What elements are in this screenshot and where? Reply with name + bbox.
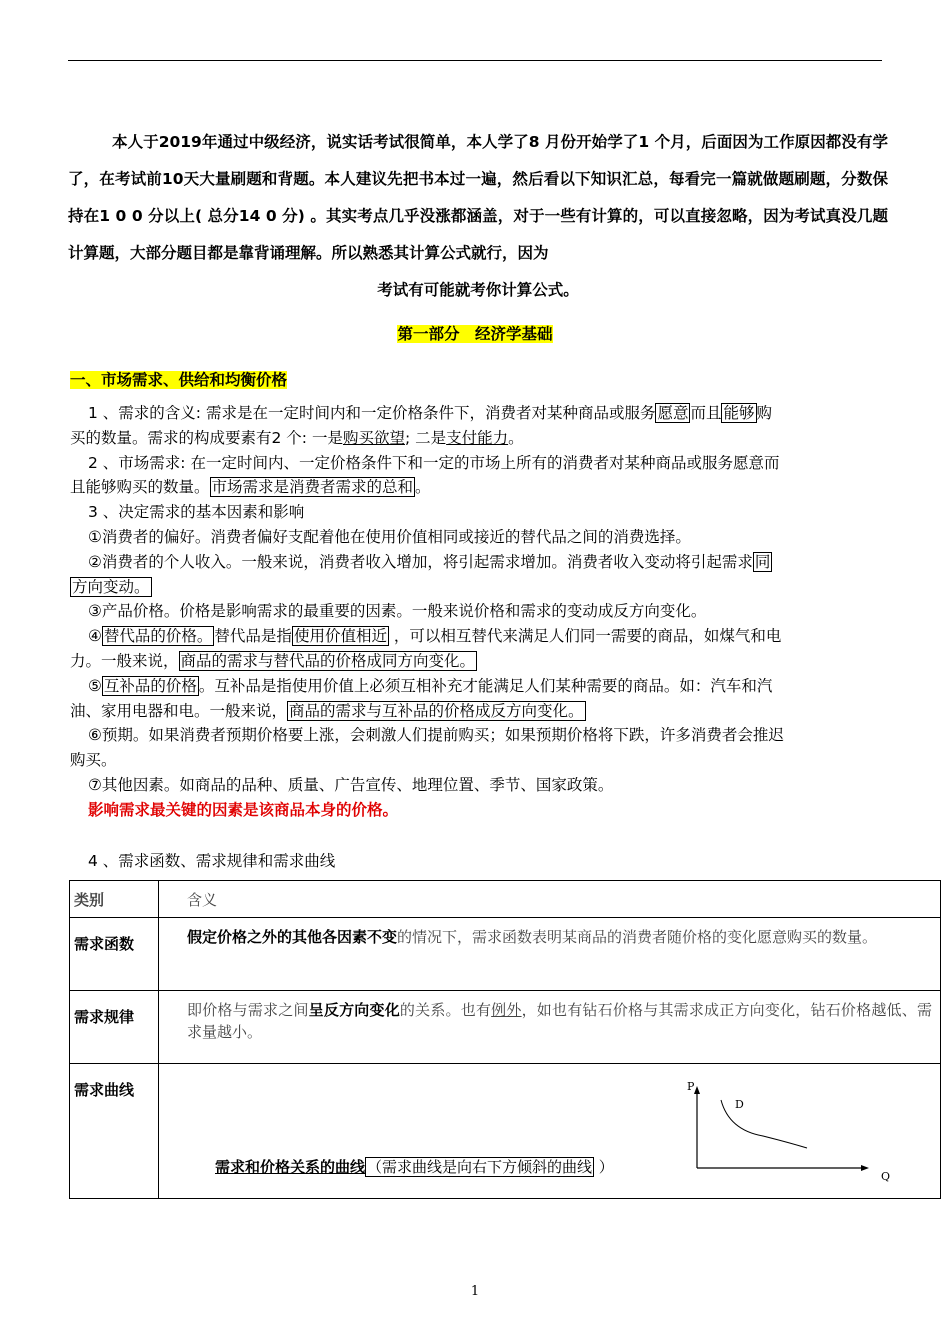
axis-p-label: P (687, 1080, 695, 1093)
factor-income-cont: 方向变动。 (72, 577, 150, 596)
header-category: 类别 (70, 881, 159, 918)
intro-paragraph-end: 考试有可能就考你计算公式。 (377, 281, 579, 299)
factor-substitute-cont: 力。一般来说， 商品的需求与替代品的价格成同方向变化。 (70, 651, 476, 670)
section-body (70, 401, 882, 823)
row-content: 假定价格之外的其他各因素不变的情况下，需求函数表明某商品的消费者随价格的变化愿意购买的数量。 (159, 918, 941, 991)
factor-substitute: ④ 替代品的价格。 替代品是指 使用价值相近 ，可以相互替代来满足人们同一需要的商品，如煤气和电 (88, 627, 782, 646)
factor-price: ③产品价格。价格是影响需求的最重要的因素。一般来说价格和需求的变动成反方向变化。 (88, 602, 707, 621)
table-row (70, 918, 941, 991)
intro-paragraph: 本人于2019年通过中级经济，说实话考试很简单，本人学了8 月份开始学了1 个月，后面因为工作原因都没有学了，在考试前10天大量刷题和背题。本人建议先把书本过一遍，然后看以下知识汇总，每看完一篇就做题刷题，分数保持在1 0 0 分以上( 总分14 0 分) 。其实考点几乎没涨都涵盖，对于一些有计算的，可以直接忽略，因为考试真没几题计算题，大部分题目都是靠背诵理解。所以熟悉其计算公式就行，因为 (68, 133, 888, 262)
demand-table (69, 880, 941, 1199)
header-meaning: 含义 (159, 881, 941, 918)
curve-d-label: D (735, 1098, 744, 1111)
key-note: 影响需求最关键的因素是该商品本身的价格。 (88, 800, 399, 819)
section-title: 一、市场需求、供给和均衡价格 (70, 371, 288, 389)
market-demand-cont: 且能够购买的数量。 市场需求是消费者需求的总和 。 (70, 478, 431, 497)
row-content: 即价格与需求之间呈反方向变化的关系。也有例外，如也有钻石价格与其需求成正方向变化，钻石价格越低、需求量越小。 (159, 991, 941, 1064)
table-row (70, 991, 941, 1064)
demand-definition: 1 、需求的含义: 需求是在一定时间内和一定价格条件下，消费者对某种商品或服务 愿意 而且 能够 购 (88, 404, 773, 422)
factor-expectation: ⑥预期。如果消费者预期价格要上涨，会刺激人们提前购买；如果预期价格将下跌，许多消费者会推迟 (88, 726, 784, 745)
row-content (159, 1064, 941, 1199)
demand-factors-heading: 3 、决定需求的基本因素和影响 (88, 503, 305, 522)
axis-q-label: Q (881, 1170, 891, 1183)
factor-preference: ①消费者的偏好。消费者偏好支配着他在使用价值相同或接近的替代品之间的消费选择。 (88, 527, 691, 546)
factor-expectation-cont: 购买。 (70, 751, 117, 770)
demand-curve-cell (187, 1072, 932, 1192)
table-row (70, 1064, 941, 1199)
row-label: 需求规律 (70, 991, 159, 1064)
subsection-title: 4 、需求函数、需求规律和需求曲线 (88, 852, 336, 870)
demand-curve-diagram (667, 1080, 891, 1183)
factor-income: ②消费者的个人收入。一般来说，消费者收入增加，将引起需求增加。消费者收入变动将引起需求 同 (88, 552, 771, 571)
row-label: 需求曲线 (70, 1064, 159, 1199)
page-number: 1 (470, 1284, 480, 1299)
table-header-row (70, 881, 941, 918)
header-rule (68, 60, 882, 61)
intro-block (68, 124, 888, 309)
part-title: 第一部分 经济学基础 (397, 325, 553, 343)
row-label: 需求函数 (70, 918, 159, 991)
factor-other: ⑦其他因素。如商品的品种、质量、广告宣传、地理位置、季节、国家政策。 (88, 775, 614, 794)
demand-definition-cont: 买的数量。需求的构成要素有2 个: 一是购买欲望; 二是支付能力。 (70, 428, 524, 447)
factor-complement: ⑤ 互补品的价格 。互补品是指使用价值上必须互相补充才能满足人们某种需要的商品。如：汽车和汽 (88, 676, 773, 695)
market-demand: 2 、市场需求: 在一定时间内、一定价格条件下和一定的市场上所有的消费者对某种商品或服务愿意而 (88, 453, 780, 472)
curve-caption: 需求和价格关系的曲线 （需求曲线是向右下方倾斜的曲线 ） (215, 1158, 614, 1176)
factor-complement-cont: 油、家用电器和电。一般来说， 商品的需求与互补品的价格成反方向变化。 (70, 701, 584, 720)
